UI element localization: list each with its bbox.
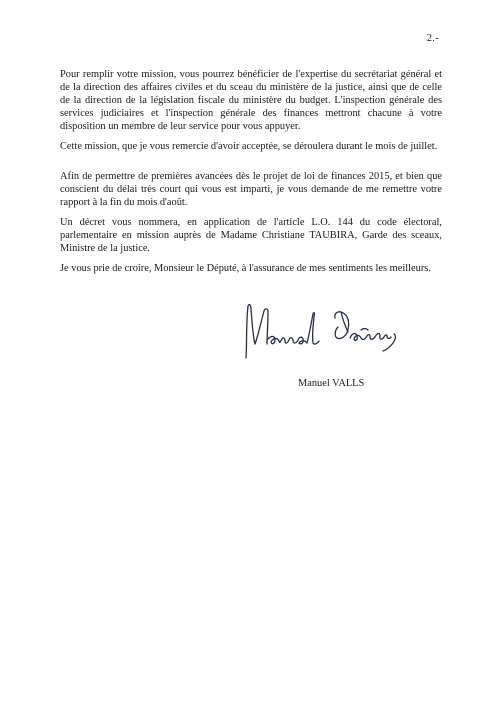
page-number: 2.- bbox=[426, 33, 439, 44]
paragraph-decree: Un décret vous nommera, en application de l'article L.O. 144 du code électoral, parlementaire en mission auprès de Madame Christiane TAUBIRA, Garde des sceaux, Ministre de la justice. bbox=[60, 217, 442, 254]
paragraph-report-deadline: Afin de permettre de premières avancées dès le projet de loi de finances 2015, et bien que conscient du délai très court qui vous est imparti, je vous demande de me remettre votre rapport à la fin du mois d'août. bbox=[60, 171, 442, 208]
paragraph-mission-support: Pour remplir votre mission, vous pourrez bénéficier de l'expertise du secrétariat général et de la direction des affaires civiles et du sceau du ministère de la justice, ainsi que de celle de la direction de la législation fiscale du ministère du budget. L'inspection générale des services judiciaires et l'inspection générale des finances mettront chacune à votre disposition un membre de leur service pour vous appuyer. bbox=[60, 69, 442, 132]
paragraph-closing-salutation: Je vous prie de croire, Monsieur le Député, à l'assurance de mes sentiments les meilleurs. bbox=[60, 263, 431, 274]
paragraph-mission-timing: Cette mission, que je vous remercie d'avoir acceptée, se déroulera durant le mois de juillet. bbox=[60, 141, 438, 152]
signer-name: Manuel VALLS bbox=[298, 378, 365, 389]
handwritten-signature bbox=[237, 292, 413, 374]
